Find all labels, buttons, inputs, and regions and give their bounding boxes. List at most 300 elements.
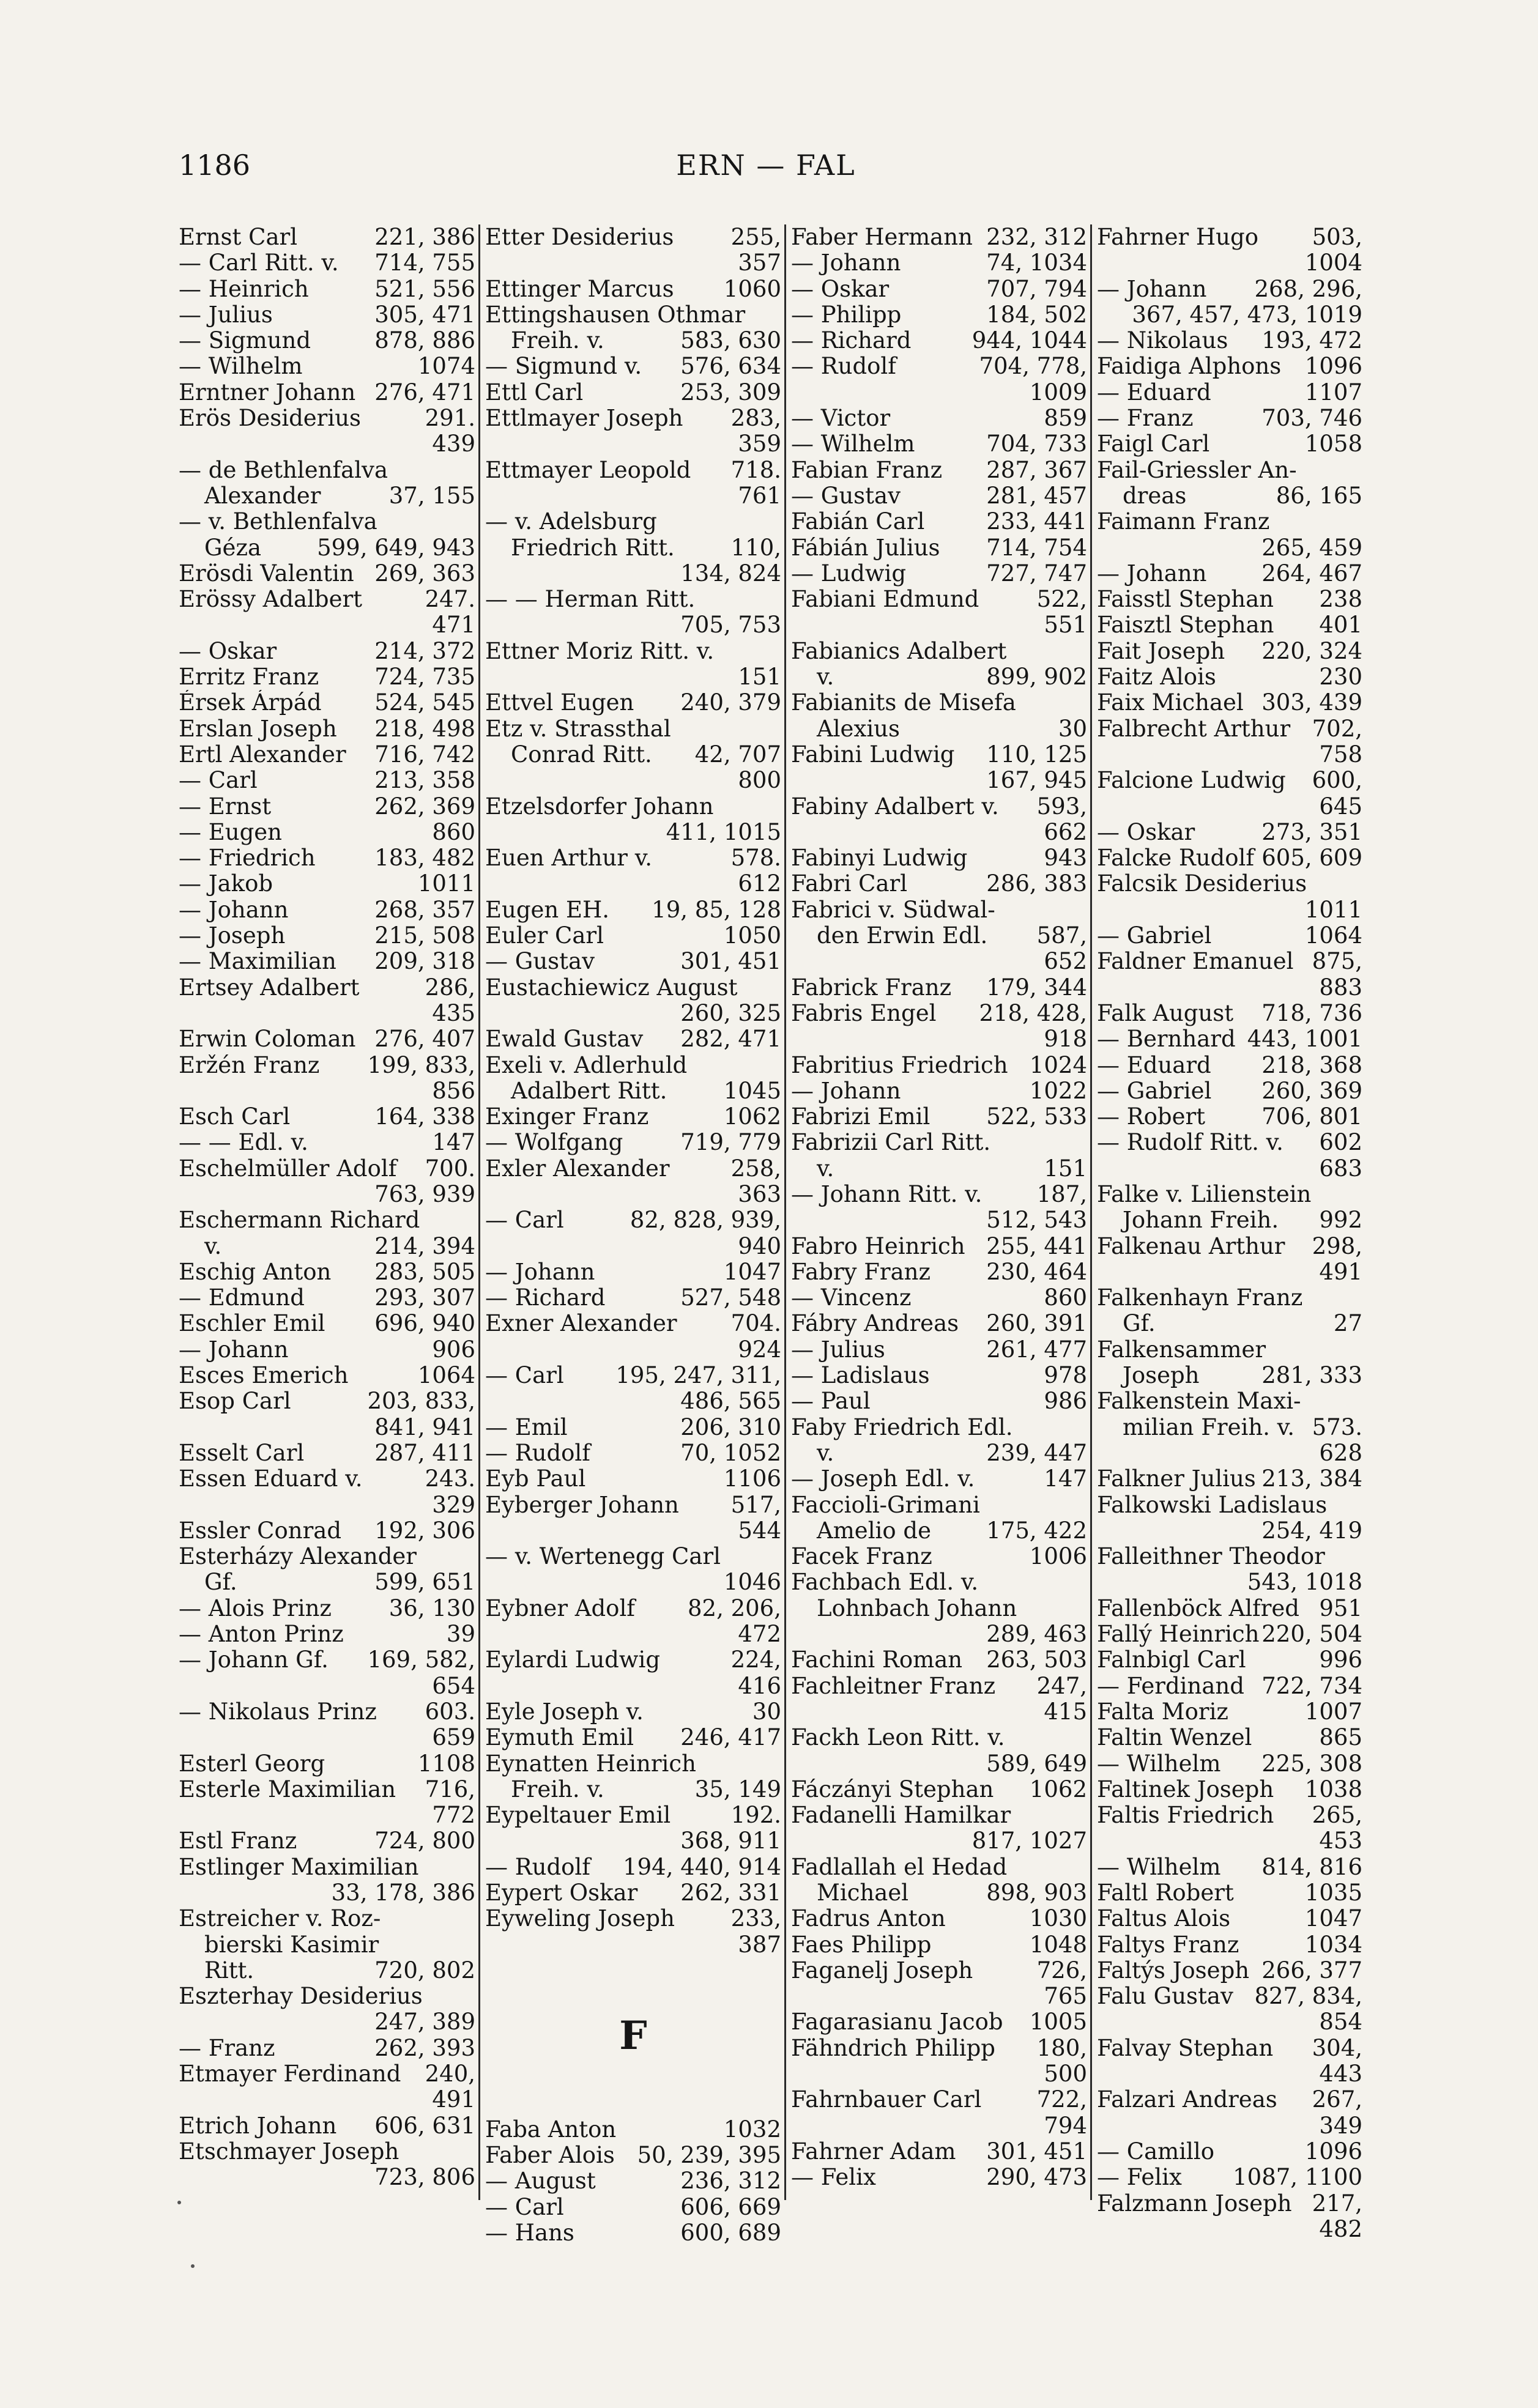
- index-entry: [1097, 1259, 1362, 1285]
- index-entry: [1097, 276, 1362, 302]
- index-entry: [485, 1156, 781, 1182]
- entry-pages: 727, 747: [986, 560, 1087, 587]
- index-entry: [791, 535, 1087, 561]
- entry-pages: 943: [1044, 845, 1087, 872]
- index-entry: [791, 328, 1087, 354]
- index-entry: [485, 1544, 781, 1569]
- entry-pages: 233, 441: [986, 509, 1087, 535]
- entry-name: Falvay Stephan: [1097, 2035, 1274, 2061]
- entry-pages: 206, 310: [680, 1414, 781, 1440]
- entry-pages: 86, 165: [1276, 483, 1362, 509]
- entry-name: Etrich Johann: [179, 2113, 337, 2139]
- entry-name: Érsek Árpád: [179, 690, 322, 716]
- index-entry: [179, 949, 475, 974]
- entry-pages: 765: [1044, 1984, 1087, 2010]
- index-entry: [179, 1492, 475, 1518]
- entry-pages: 260, 369: [1261, 1078, 1362, 1104]
- index-entry: [1097, 845, 1362, 871]
- index-entry: [179, 794, 475, 820]
- entry-pages: 303, 439: [1261, 690, 1362, 716]
- entry-pages: 1047: [723, 1259, 781, 1285]
- entry-name: v.: [817, 664, 834, 691]
- entry-name: Eyle Joseph v.: [485, 1699, 644, 1725]
- entry-pages: 435: [432, 1000, 475, 1026]
- index-entry: [1097, 1569, 1362, 1595]
- entry-name: Ewald Gustav: [485, 1026, 644, 1053]
- entry-name: — Edmund: [179, 1285, 305, 1311]
- entry-name: — Johann: [179, 1336, 289, 1363]
- entry-name: Fagarasianu Jacob: [791, 2009, 1003, 2036]
- entry-name: Erös Desiderius: [179, 406, 362, 432]
- entry-name: Fahrnbauer Carl: [791, 2087, 982, 2113]
- index-entry: [1097, 1285, 1362, 1311]
- entry-pages: 184, 502: [986, 302, 1087, 328]
- entry-name: Exler Alexander: [485, 1155, 670, 1182]
- entry-name: Essen Eduard v.: [179, 1466, 363, 1492]
- entry-pages: 283,: [730, 406, 781, 432]
- entry-pages: 42, 707: [694, 741, 781, 768]
- entry-pages: 1047: [1304, 1906, 1362, 1932]
- index-entry: [1097, 2217, 1362, 2242]
- entry-pages: 696, 940: [374, 1311, 475, 1337]
- entry-pages: 254, 419: [1261, 1517, 1362, 1544]
- index-entry: [485, 1053, 781, 1078]
- entry-name: Fábry Andreas: [791, 1311, 959, 1337]
- entry-pages: 612: [738, 871, 781, 897]
- entry-pages: 491: [432, 2087, 475, 2113]
- entry-name: — Maximilian: [179, 949, 336, 975]
- entry-name: Etzelsdorfer Johann: [485, 793, 714, 820]
- entry-name: Euen Arthur v.: [485, 845, 652, 872]
- index-column-2-part-e: [485, 224, 781, 1958]
- index-entry: [179, 1466, 475, 1492]
- entry-pages: 39: [446, 1621, 475, 1648]
- index-entry: [791, 2139, 1087, 2165]
- entry-name: — Johann: [791, 1078, 901, 1104]
- entry-pages: 298,: [1312, 1233, 1362, 1259]
- entry-name: Falta Moriz: [1097, 1699, 1228, 1725]
- entry-pages: 213, 384: [1261, 1466, 1362, 1492]
- entry-pages: 589, 649: [986, 1750, 1087, 1777]
- index-entry: [485, 1802, 781, 1828]
- index-entry: [791, 1958, 1087, 1984]
- entry-name: — Julius: [179, 302, 273, 328]
- index-entry: [1097, 302, 1362, 328]
- index-entry: [1097, 1207, 1362, 1233]
- entry-pages: 281, 333: [1261, 1363, 1362, 1389]
- index-entry: [791, 742, 1087, 768]
- index-entry: [791, 1311, 1087, 1336]
- entry-name: — August: [485, 2168, 596, 2195]
- entry-pages: 578.: [730, 845, 781, 872]
- index-entry: [485, 2168, 781, 2194]
- entry-name: Faigl Carl: [1097, 431, 1210, 458]
- entry-pages: 110,: [730, 535, 781, 561]
- entry-name: Falu Gustav: [1097, 1984, 1233, 2010]
- entry-pages: 213, 358: [374, 768, 475, 794]
- index-entry: [485, 1415, 781, 1440]
- entry-name: Fabro Heinrich: [791, 1233, 965, 1259]
- entry-name: — Carl: [485, 2194, 564, 2220]
- index-entry: [791, 664, 1087, 690]
- index-entry: [179, 354, 475, 379]
- entry-name: Ettlmayer Joseph: [485, 406, 683, 432]
- entry-pages: 716, 742: [374, 741, 475, 768]
- entry-name: — Rudolf: [485, 1440, 590, 1466]
- index-entry: [1097, 458, 1362, 483]
- entry-name: Fähndrich Philipp: [791, 2035, 995, 2061]
- entry-pages: 195, 247, 311,: [615, 1363, 781, 1389]
- entry-name: Estreicher v. Roz-: [179, 1906, 381, 1932]
- index-entry: [1097, 483, 1362, 509]
- entry-name: — Oskar: [1097, 819, 1195, 845]
- entry-pages: 305, 471: [374, 302, 475, 328]
- entry-name: Fackh Leon Ritt. v.: [791, 1725, 1005, 1751]
- index-entry: [791, 1699, 1087, 1725]
- entry-pages: 255, 441: [986, 1233, 1087, 1259]
- entry-pages: 1038: [1304, 1776, 1362, 1802]
- index-entry: [791, 302, 1087, 328]
- entry-pages: 659: [432, 1725, 475, 1751]
- entry-name: Falke v. Lilienstein: [1097, 1181, 1312, 1207]
- print-speck: [177, 2201, 181, 2204]
- index-entry: [1097, 2009, 1362, 2035]
- index-entry: [485, 1234, 781, 1259]
- entry-pages: 883: [1319, 974, 1362, 1001]
- entry-pages: 167, 945: [986, 768, 1087, 794]
- entry-pages: 179, 344: [986, 974, 1087, 1001]
- entry-name: — Johann: [1097, 276, 1207, 302]
- entry-name: Faitz Alois: [1097, 664, 1216, 691]
- entry-pages: 134, 824: [680, 560, 781, 587]
- entry-pages: 230, 464: [986, 1259, 1087, 1285]
- entry-pages: 1035: [1304, 1880, 1362, 1906]
- entry-name: Eypeltauer Emil: [485, 1802, 671, 1829]
- entry-pages: 944, 1044: [971, 328, 1087, 354]
- index-entry: [791, 406, 1087, 431]
- entry-pages: 169, 582,: [367, 1647, 475, 1673]
- entry-pages: 628: [1319, 1440, 1362, 1466]
- index-entry: [791, 1182, 1087, 1207]
- page-number: 1186: [179, 149, 251, 182]
- entry-name: Esces Emerich: [179, 1363, 349, 1389]
- entry-name: Faltys Franz: [1097, 1932, 1239, 1958]
- index-entry: [791, 1001, 1087, 1026]
- entry-name: Ettmayer Leopold: [485, 457, 691, 483]
- index-entry: [179, 431, 475, 457]
- entry-name: Eszterhay Desiderius: [179, 1984, 423, 2010]
- entry-pages: 281, 457: [986, 483, 1087, 509]
- entry-name: — Victor: [791, 406, 891, 432]
- entry-name: Esterle Maximilian: [179, 1776, 396, 1802]
- entry-name: — Carl: [485, 1207, 564, 1234]
- index-entry: [791, 1234, 1087, 1259]
- index-entry: [1097, 794, 1362, 820]
- index-entry: [485, 820, 781, 845]
- index-entry: [179, 1699, 475, 1725]
- index-entry: [791, 1725, 1087, 1750]
- page-header: [179, 144, 1353, 187]
- index-entry: [791, 1544, 1087, 1569]
- index-entry: [485, 1104, 781, 1130]
- entry-name: Fabiny Adalbert v.: [791, 793, 999, 820]
- entry-pages: 472: [738, 1621, 781, 1648]
- entry-name: — Robert: [1097, 1104, 1206, 1130]
- index-entry: [485, 276, 781, 302]
- entry-name: Fabritius Friedrich: [791, 1052, 1008, 1078]
- entry-name: — Nikolaus Prinz: [179, 1699, 377, 1725]
- entry-name: Faby Friedrich Edl.: [791, 1414, 1013, 1440]
- index-entry: [485, 354, 781, 379]
- index-entry: [179, 1234, 475, 1259]
- entry-pages: 50, 239, 395: [637, 2143, 781, 2169]
- entry-pages: 276, 471: [374, 379, 475, 406]
- index-entry: [179, 975, 475, 1001]
- entry-pages: 716,: [425, 1776, 475, 1802]
- index-entry: [791, 2009, 1087, 2035]
- entry-pages: 865: [1319, 1725, 1362, 1751]
- entry-pages: 1058: [1304, 431, 1362, 458]
- entry-name: — Rudolf: [791, 354, 896, 380]
- index-entry: [179, 1363, 475, 1388]
- entry-pages: 1011: [417, 871, 475, 897]
- entry-pages: 286,: [425, 974, 475, 1001]
- entry-pages: 602: [1319, 1130, 1362, 1156]
- entry-name: — Franz: [1097, 406, 1194, 432]
- index-entry: [485, 1647, 781, 1673]
- index-entry: [791, 1130, 1087, 1155]
- entry-name: Fabiani Edmund: [791, 587, 979, 613]
- entry-pages: 702,: [1312, 716, 1362, 742]
- entry-name: Fábián Julius: [791, 535, 940, 561]
- index-entry: [179, 871, 475, 897]
- index-entry: [1097, 1156, 1362, 1182]
- index-entry: [179, 664, 475, 690]
- entry-name: Erwin Coloman: [179, 1026, 356, 1053]
- entry-name: Fallenböck Alfred: [1097, 1595, 1299, 1621]
- index-entry: [1097, 2113, 1362, 2139]
- index-entry: [791, 1156, 1087, 1182]
- entry-name: Ettner Moriz Ritt. v.: [485, 638, 715, 664]
- entry-name: Esterházy Alexander: [179, 1544, 417, 1570]
- index-entry: [1097, 639, 1362, 664]
- entry-name: Esop Carl: [179, 1388, 291, 1415]
- entry-pages: 761: [738, 483, 781, 509]
- entry-name: — Anton Prinz: [179, 1621, 344, 1648]
- index-entry: [791, 1569, 1087, 1595]
- entry-name: Faba Anton: [485, 2116, 617, 2143]
- entry-pages: 587,: [1036, 923, 1087, 949]
- entry-pages: 262, 393: [374, 2035, 475, 2061]
- entry-name: Eyberger Johann: [485, 1492, 679, 1518]
- index-entry: [791, 1285, 1087, 1311]
- entry-pages: 203, 833,: [367, 1388, 475, 1415]
- entry-pages: 443, 1001: [1247, 1026, 1362, 1053]
- entry-name: Eschler Emil: [179, 1311, 325, 1337]
- entry-name: Fabrizii Carl Ritt.: [791, 1130, 991, 1156]
- entry-name: Falkensammer: [1097, 1336, 1266, 1363]
- entry-pages: 700.: [425, 1155, 475, 1182]
- index-entry: [1097, 587, 1362, 612]
- entry-pages: 359: [738, 431, 781, 458]
- index-entry: [1097, 923, 1362, 949]
- index-entry: [791, 1751, 1087, 1777]
- entry-name: Eržén Franz: [179, 1052, 320, 1078]
- index-entry: [1097, 1078, 1362, 1104]
- entry-name: — Emil: [485, 1414, 568, 1440]
- entry-name: — Rudolf: [485, 1854, 590, 1880]
- entry-name: Fabinyi Ludwig: [791, 845, 968, 872]
- index-entry: [485, 1621, 781, 1647]
- entry-name: Fait Joseph: [1097, 638, 1225, 664]
- page-title: ERN — FAL: [676, 149, 856, 182]
- index-entry: [179, 1673, 475, 1699]
- entry-name: Adalbert Ritt.: [511, 1078, 667, 1104]
- index-entry: [179, 1725, 475, 1750]
- index-entry: [791, 1828, 1087, 1854]
- index-entry: [1097, 1311, 1362, 1336]
- index-entry: [179, 1802, 475, 1828]
- entry-pages: 266, 377: [1261, 1957, 1362, 1984]
- index-entry: [179, 1828, 475, 1854]
- index-entry: [179, 561, 475, 587]
- entry-pages: 239, 447: [986, 1440, 1087, 1466]
- entry-pages: 268, 296,: [1254, 276, 1362, 302]
- entry-name: Faltus Alois: [1097, 1906, 1231, 1932]
- entry-pages: 147: [1044, 1466, 1087, 1492]
- index-entry: [485, 1725, 781, 1750]
- entry-name: Etz v. Strassthal: [485, 716, 671, 742]
- entry-pages: 722,: [1036, 2087, 1087, 2113]
- entry-pages: 218, 368: [1261, 1052, 1362, 1078]
- entry-pages: 290, 473: [986, 2165, 1087, 2191]
- entry-name: — Felix: [1097, 2165, 1182, 2191]
- index-entry: [485, 768, 781, 793]
- index-entry: [485, 1026, 781, 1052]
- entry-name: Etschmayer Joseph: [179, 2138, 399, 2165]
- entry-name: Fabianits de Misefa: [791, 690, 1016, 716]
- index-entry: [485, 845, 781, 871]
- entry-pages: 898, 903: [986, 1880, 1087, 1906]
- entry-pages: 1011: [1304, 896, 1362, 923]
- entry-name: — v. Bethlenfalva: [179, 509, 377, 535]
- index-entry: [1097, 1802, 1362, 1828]
- entry-name: Faimann Franz: [1097, 509, 1270, 535]
- index-entry: [179, 845, 475, 871]
- entry-name: — Eduard: [1097, 379, 1211, 406]
- index-entry: [1097, 1699, 1362, 1725]
- entry-pages: 192.: [730, 1802, 781, 1829]
- index-entry: [485, 1854, 781, 1880]
- index-entry: [179, 768, 475, 793]
- index-entry: [1097, 1544, 1362, 1569]
- index-entry: [485, 535, 781, 561]
- entry-pages: 720, 802: [374, 1957, 475, 1984]
- index-entry: [791, 509, 1087, 535]
- index-entry: [1097, 1026, 1362, 1052]
- entry-name: Exinger Franz: [485, 1104, 649, 1130]
- entry-name: Amelio de: [817, 1517, 931, 1544]
- index-entry: [1097, 1518, 1362, 1544]
- entry-name: Falkenau Arthur: [1097, 1233, 1285, 1259]
- entry-pages: 543, 1018: [1247, 1569, 1362, 1596]
- entry-pages: 1087, 1100: [1233, 2165, 1362, 2191]
- entry-pages: 600, 689: [680, 2220, 781, 2247]
- index-entry: [179, 742, 475, 768]
- entry-pages: 662: [1044, 819, 1087, 845]
- entry-name: Fabián Carl: [791, 509, 925, 535]
- entry-pages: 763, 939: [374, 1181, 475, 1207]
- index-entry: [1097, 664, 1362, 690]
- entry-name: — Johann: [485, 1259, 595, 1285]
- entry-pages: 286, 383: [986, 871, 1087, 897]
- index-entry: [1097, 1596, 1362, 1621]
- index-entry: [485, 587, 781, 612]
- entry-pages: 714, 754: [986, 535, 1087, 561]
- entry-pages: 817, 1027: [971, 1828, 1087, 1854]
- entry-name: — Wilhelm: [179, 354, 303, 380]
- index-entry: [1097, 1958, 1362, 1984]
- index-entry: [1097, 1104, 1362, 1130]
- entry-pages: 209, 318: [374, 949, 475, 975]
- entry-pages: 524, 545: [374, 690, 475, 716]
- entry-pages: 214, 394: [374, 1233, 475, 1259]
- entry-pages: 652: [1044, 949, 1087, 975]
- entry-pages: 482: [1319, 2216, 1362, 2242]
- index-entry: [179, 716, 475, 742]
- index-entry: [1097, 716, 1362, 742]
- index-entry: [485, 1596, 781, 1621]
- entry-name: Faisztl Stephan: [1097, 612, 1274, 639]
- index-entry: [179, 1544, 475, 1569]
- index-entry: [179, 690, 475, 716]
- entry-name: Fadrus Anton: [791, 1906, 946, 1932]
- index-entry: [485, 1440, 781, 1466]
- entry-pages: 1062: [1029, 1776, 1087, 1802]
- entry-pages: 1030: [1029, 1906, 1087, 1932]
- entry-pages: 36, 130: [388, 1595, 475, 1621]
- entry-name: — v. Wertenegg Carl: [485, 1544, 721, 1570]
- index-entry: [1097, 1777, 1362, 1802]
- entry-name: Fabri Carl: [791, 871, 908, 897]
- index-entry: [1097, 1001, 1362, 1026]
- entry-pages: 225, 308: [1261, 1750, 1362, 1777]
- entry-pages: 287, 411: [374, 1440, 475, 1466]
- entry-pages: 645: [1319, 793, 1362, 820]
- entry-name: — v. Adelsburg: [485, 509, 657, 535]
- entry-pages: 304,: [1312, 2035, 1362, 2061]
- index-entry: [791, 431, 1087, 457]
- entry-pages: 794: [1044, 2113, 1087, 2139]
- entry-name: — Gabriel: [1097, 923, 1212, 949]
- entry-name: — Johann: [1097, 560, 1207, 587]
- entry-name: Falzari Andreas: [1097, 2087, 1277, 2113]
- entry-pages: 827, 834,: [1254, 1984, 1362, 2010]
- index-entry: [485, 302, 781, 328]
- index-entry: [1097, 561, 1362, 587]
- entry-name: Etter Desiderius: [485, 224, 674, 250]
- entry-name: Lohnbach Johann: [817, 1595, 1017, 1621]
- index-entry: [485, 458, 781, 483]
- index-entry: [791, 380, 1087, 406]
- index-entry: [791, 1104, 1087, 1130]
- entry-name: Estlinger Maximilian: [179, 1854, 419, 1880]
- entry-name: Fabry Franz: [791, 1259, 931, 1285]
- index-entry: [179, 2113, 475, 2139]
- entry-name: Faganelj Joseph: [791, 1957, 973, 1984]
- entry-name: Fadanelli Hamilkar: [791, 1802, 1011, 1829]
- index-entry: [1097, 1415, 1362, 1440]
